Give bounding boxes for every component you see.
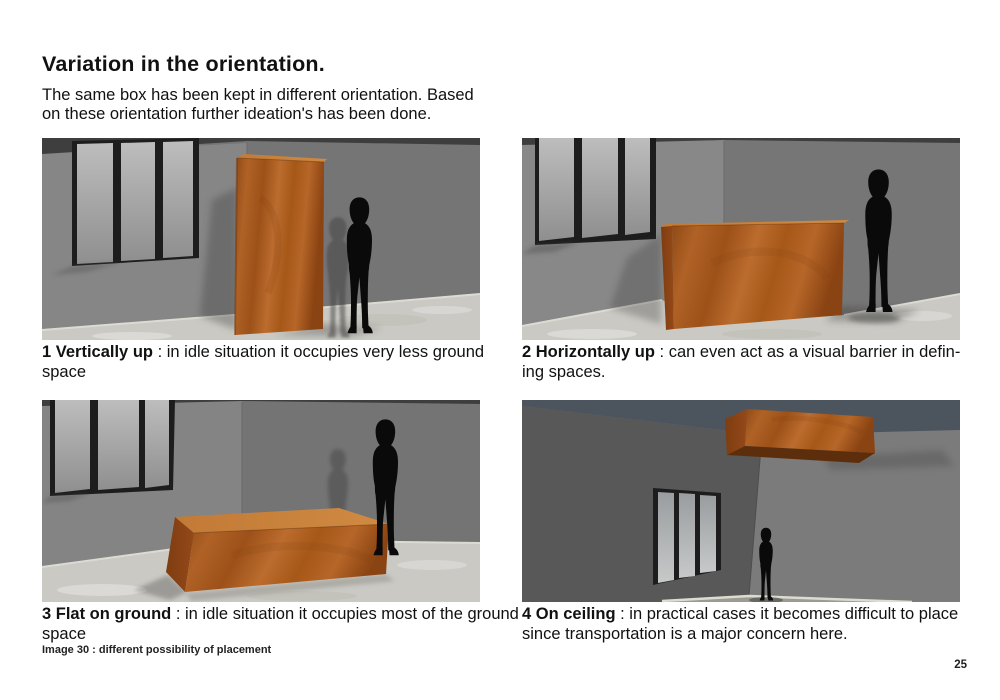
caption-desc: : in idle situation it occupies most of the ground space xyxy=(42,605,519,643)
caption-label: 3 Flat on ground xyxy=(42,605,172,623)
page-number: 25 xyxy=(954,659,967,671)
page-title: Variation in the orientation. xyxy=(42,52,325,76)
caption-label: 4 On ceiling xyxy=(522,605,616,623)
figure-source-caption: Image 30 : different possibility of placement xyxy=(42,644,272,656)
caption-flat-on-ground xyxy=(42,604,520,644)
wooden-box-ceiling xyxy=(725,409,875,463)
caption-horizontally-up xyxy=(522,342,968,382)
figure-ceiling-box xyxy=(522,400,960,602)
person-shadow xyxy=(848,313,900,323)
caption-vertically-up xyxy=(42,342,520,382)
render-ceiling-box-image xyxy=(522,400,960,602)
window xyxy=(522,138,656,254)
caption-on-ceiling xyxy=(522,604,968,644)
caption-desc: : in practical cases it becomes difficult to place since transportation is a major concern here. xyxy=(522,605,959,643)
window xyxy=(52,138,199,275)
figure-horizontal-box xyxy=(522,138,960,340)
figure-vertical-box xyxy=(42,138,480,340)
render-flat-box-image xyxy=(42,400,480,602)
window xyxy=(42,400,175,503)
page-subtitle: The same box has been kept in different orientation. Based on these orientation further ideation's has been done. xyxy=(42,86,474,123)
render-horizontal-box-image xyxy=(522,138,960,340)
caption-label: 1 Vertically up xyxy=(42,343,153,361)
caption-desc: : in idle situation it occupies very less ground space xyxy=(42,343,485,381)
wooden-box-vertical xyxy=(235,154,327,335)
wooden-box-horizontal xyxy=(661,220,849,330)
caption-label: 2 Horizontally up xyxy=(522,343,655,361)
window xyxy=(653,488,721,585)
render-vertical-box-image xyxy=(42,138,480,340)
caption-desc: : can even act as a visual barrier in defining spaces. xyxy=(522,343,961,381)
figure-flat-box xyxy=(42,400,480,602)
